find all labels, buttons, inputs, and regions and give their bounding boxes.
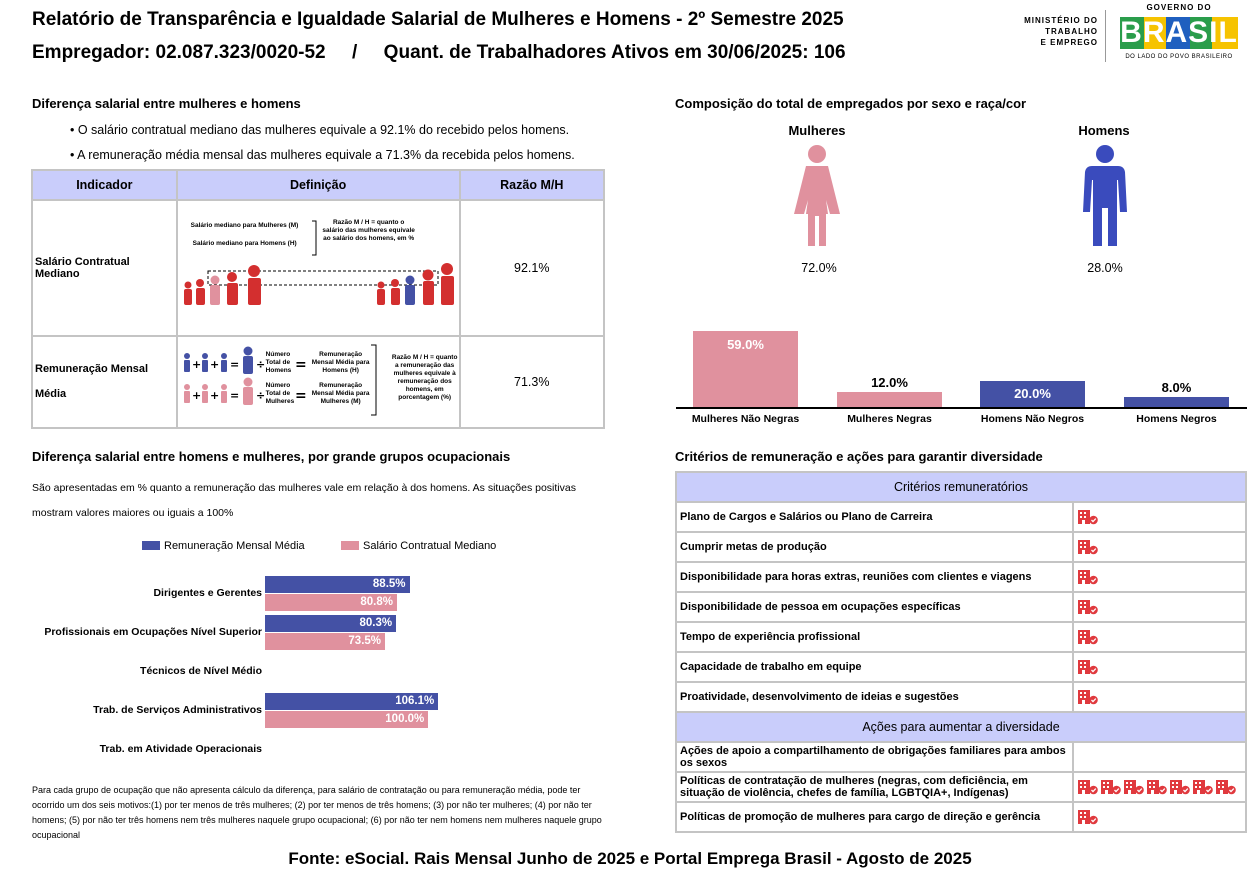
- svg-text:+: +: [209, 358, 219, 371]
- criterion-label: Plano de Cargos e Salários ou Plano de Carreira: [676, 502, 1073, 532]
- gov-top-text: GOVERNO DO: [1146, 3, 1212, 12]
- gov-subtitle: DO LADO DO POVO BRASILEIRO: [1125, 54, 1233, 60]
- race-bar-label: 12.0%: [871, 374, 908, 390]
- women-pct: 72.0%: [801, 261, 837, 275]
- indicador-cell: [32, 336, 177, 428]
- definition-diagram-median: [177, 200, 460, 336]
- criterion-label: Tempo de experiência profissional: [676, 622, 1073, 652]
- people-line-illustration: [178, 201, 462, 337]
- table-row: [676, 772, 1246, 802]
- legend-salario-label: Salário Contratual Mediano: [363, 540, 497, 552]
- category-label: Trab. em Atividade Operacionais: [99, 743, 262, 755]
- razao-median: 92.1%: [460, 200, 604, 336]
- table-row: [676, 652, 1246, 682]
- company-check-icon: [1077, 691, 1100, 703]
- criterion-icons: [1073, 742, 1246, 772]
- col-definicao: Definição: [177, 170, 460, 200]
- category-label: Dirigentes e Gerentes: [153, 587, 262, 599]
- def-men-result: Remuneração Mensal Média para Homens (H): [311, 351, 370, 374]
- svg-text:+: +: [191, 358, 201, 371]
- def-men-median: Salário mediano para Homens (H): [192, 240, 297, 247]
- def-men-count: Número Total de Homens: [265, 351, 292, 374]
- criterion-label: Ações de apoio a compartilhamento de obrigações familiares para ambos os sexos: [676, 742, 1073, 772]
- race-bar-label: 8.0%: [1161, 379, 1192, 395]
- company-check-icon: [1146, 781, 1169, 793]
- criteria-table: [675, 471, 1247, 833]
- race-bar: [1124, 397, 1229, 407]
- indicator-table: [31, 169, 605, 429]
- category-label: Profissionais em Ocupações Nível Superior: [44, 626, 262, 638]
- company-check-icon: [1123, 781, 1146, 793]
- men-label: Homens: [1078, 123, 1130, 138]
- criterion-icons: [1073, 682, 1246, 712]
- def-women-count: Número Total de Mulheres: [265, 382, 295, 405]
- company-check-icon: [1077, 631, 1100, 643]
- ministry-line-3: E EMPREGO: [1040, 38, 1098, 47]
- razao-mean: 71.3%: [460, 336, 604, 428]
- actions-header: Ações para aumentar a diversidade: [676, 712, 1246, 742]
- ministry-logo: [1012, 15, 1098, 48]
- race-category-label: Mulheres Negras: [847, 413, 932, 425]
- logo-divider: [1105, 10, 1106, 62]
- svg-text:=: =: [294, 388, 307, 404]
- company-check-icon: [1077, 511, 1100, 523]
- svg-text:÷: ÷: [255, 358, 265, 371]
- criterion-label: Disponibilidade para horas extras, reuniões com clientes e viagens: [676, 562, 1073, 592]
- col-razao: Razão M/H: [460, 170, 604, 200]
- legend-swatch-pink: [341, 541, 359, 550]
- men-pct: 28.0%: [1087, 261, 1123, 275]
- def-women-result: Remuneração Mensal Média para Mulheres (M): [311, 382, 370, 405]
- criterion-icons: [1073, 802, 1246, 832]
- criterion-icons: [1073, 652, 1246, 682]
- occupational-note: Para cada grupo de ocupação que não apresenta cálculo da diferença, para salário de contratação ou para remuneração média, pode ter ocorrido um dos seis motivos:(1) por ter menos de três mulheres; (2) por ter menos de três homens; (3) por não ter mulheres; (4) por não ter homens; (5) por não ter três homens nem três mulheres naquele grupo ocupacional; (6) por não ter nem homens nem mulheres naquele grupo ocupacional: [32, 785, 602, 840]
- composition-heading: Composição do total de empregados por sexo e raça/cor: [675, 96, 1027, 111]
- legend-remuneracao: [142, 540, 305, 552]
- svg-text:=: =: [294, 357, 307, 373]
- gov-wordmark: [1120, 13, 1238, 53]
- company-check-icon: [1077, 601, 1100, 613]
- criterion-icons: [1073, 562, 1246, 592]
- indicador-line-1: Remuneração Mensal: [35, 363, 149, 375]
- bullet-remuneration: • A remuneração média mensal das mulheres equivale a 71.3% da recebida pelos homens.: [70, 148, 575, 162]
- table-row: [676, 802, 1246, 832]
- man-icon: [1080, 144, 1130, 248]
- indicador-cell: Salário Contratual Mediano: [32, 200, 177, 336]
- gov-brasil-logo: [1116, 3, 1242, 63]
- ministry-line-2: TRABALHO: [1045, 27, 1098, 36]
- category-label: Técnicos de Nível Médio: [140, 665, 262, 677]
- criteria-header: Critérios remuneratórios: [676, 472, 1246, 502]
- company-check-icon: [1077, 781, 1100, 793]
- def-women-median: Salário mediano para Mulheres (M): [190, 222, 299, 229]
- women-label: Mulheres: [788, 123, 846, 138]
- employer-info: Empregador: 02.087.323/0020-52 / Quant. de Trabalhadores Ativos em 30/06/2025: 106: [32, 42, 846, 63]
- gov-word-text: BRASIL: [1120, 16, 1238, 49]
- criterion-label: Proatividade, desenvolvimento de ideias e sugestões: [676, 682, 1073, 712]
- legend-salario: [341, 540, 496, 552]
- svg-text:=: =: [229, 389, 239, 402]
- legend-swatch-blue: [142, 541, 160, 550]
- company-check-icon: [1077, 571, 1100, 583]
- bullet-contractual: • O salário contratual mediano das mulheres equivale a 92.1% do recebido pelos homens.: [70, 123, 570, 137]
- company-check-icon: [1215, 781, 1238, 793]
- race-category-label: Mulheres Não Negras: [691, 413, 800, 425]
- woman-icon: [792, 144, 842, 248]
- table-row: [676, 592, 1246, 622]
- bar-remuneracao: 88.5%: [265, 576, 410, 593]
- company-check-icon: [1077, 661, 1100, 673]
- race-category-label: Homens Não Negros: [980, 413, 1085, 425]
- occupational-heading: Diferença salarial entre homens e mulheres, por grande grupos ocupacionais: [32, 449, 511, 464]
- company-check-icon: [1192, 781, 1215, 793]
- svg-text:+: +: [209, 389, 219, 402]
- def-ratio-note: Razão M / H = quanto o salário das mulheres equivale ao salário dos homens, em %: [322, 219, 415, 242]
- indicador-line-2: Média: [35, 388, 67, 400]
- occupational-intro: São apresentadas em % quanto a remuneração das mulheres vale em relação à dos homens. As situações positivas mostram valores maiores ou iguais a 100%: [32, 482, 576, 519]
- race-chart-baseline: [676, 407, 1247, 409]
- criteria-header-row: [676, 472, 1246, 502]
- table-row: [676, 502, 1246, 532]
- race-bar: [837, 392, 942, 407]
- company-check-icon: [1077, 541, 1100, 553]
- criterion-label: Cumprir metas de produção: [676, 532, 1073, 562]
- bar-salario: 80.8%: [265, 594, 397, 611]
- company-check-icon: [1100, 781, 1123, 793]
- table-row: [676, 742, 1246, 772]
- svg-text:=: =: [229, 358, 239, 371]
- actions-header-row: [676, 712, 1246, 742]
- criterion-icons: [1073, 532, 1246, 562]
- bar-remuneracao: 106.1%: [265, 693, 438, 710]
- salary-gap-heading: Diferença salarial entre mulheres e homens: [32, 96, 301, 111]
- criterion-label: Políticas de promoção de mulheres para cargo de direção e gerência: [676, 802, 1073, 832]
- criterion-label: Disponibilidade de pessoa em ocupações específicas: [676, 592, 1073, 622]
- col-indicador: Indicador: [32, 170, 177, 200]
- criterion-label: Capacidade de trabalho em equipe: [676, 652, 1073, 682]
- company-check-icon: [1077, 811, 1100, 823]
- definition-diagram-mean: [177, 336, 460, 428]
- svg-text:+: +: [191, 389, 201, 402]
- race-category-label: Homens Negros: [1136, 413, 1217, 425]
- table-row: [676, 532, 1246, 562]
- table-row: [32, 200, 604, 336]
- criterion-icons: [1073, 502, 1246, 532]
- ministry-line-1: MINISTÉRIO DO: [1024, 16, 1098, 25]
- table-row: [676, 622, 1246, 652]
- criterion-label: Políticas de contratação de mulheres (negras, com deficiência, em situação de violência, chefes de família, LGBTQIA+, Indígenas): [676, 772, 1073, 802]
- report-title: Relatório de Transparência e Igualdade Salarial de Mulheres e Homens - 2º Semestre 2025: [32, 9, 844, 30]
- table-row: [32, 336, 604, 428]
- table-row: [676, 682, 1246, 712]
- bar-salario: 100.0%: [265, 711, 428, 728]
- svg-text:÷: ÷: [255, 389, 265, 402]
- company-check-icon: [1169, 781, 1192, 793]
- category-label: Trab. de Serviços Administrativos: [93, 704, 262, 716]
- source-footer: Fonte: eSocial. Rais Mensal Junho de 2025 e Portal Emprega Brasil - Agosto de 2025: [288, 849, 972, 868]
- criteria-heading: Critérios de remuneração e ações para garantir diversidade: [675, 449, 1043, 464]
- bar-salario: 73.5%: [265, 633, 385, 650]
- indicator-table-header: [32, 170, 604, 200]
- criterion-icons: [1073, 622, 1246, 652]
- criterion-icons: [1073, 772, 1246, 802]
- def-ratio-note-mean: Razão M / H = quanto a remuneração das mulheres equivale à remuneração dos homens, em porcentagem (%): [391, 354, 458, 401]
- criterion-icons: [1073, 592, 1246, 622]
- bar-remuneracao: 80.3%: [265, 615, 396, 632]
- race-bar-label: 20.0%: [1014, 386, 1051, 402]
- legend-remuneracao-label: Remuneração Mensal Média: [164, 540, 305, 552]
- race-bar-label: 59.0%: [727, 337, 764, 352]
- table-row: [676, 562, 1246, 592]
